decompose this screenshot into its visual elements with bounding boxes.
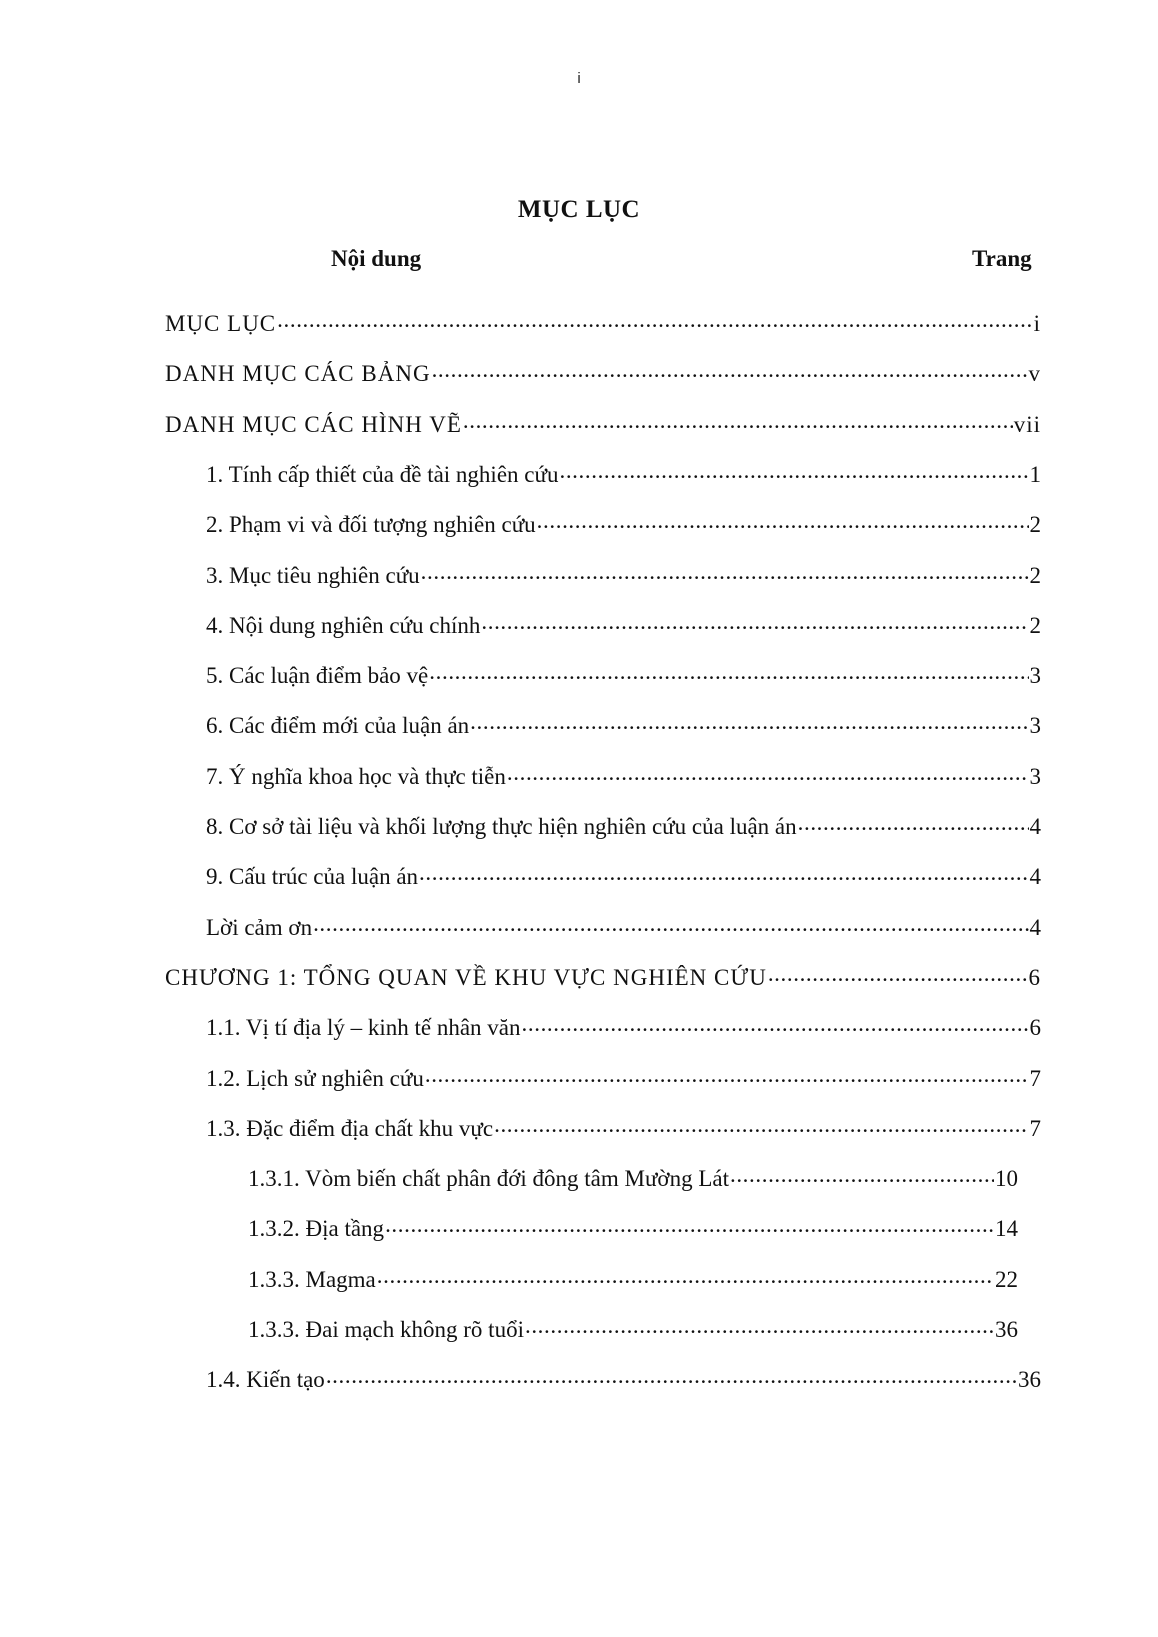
toc-entry-label: 4. Nội dung nghiên cứu chính (206, 613, 481, 638)
toc-entry[interactable] (248, 1210, 1018, 1242)
toc-entry-label: 8. Cơ sở tài liệu và khối lượng thực hiện nghiên cứu của luận án (206, 814, 797, 839)
toc-entry-page: 6 (1029, 1015, 1041, 1040)
toc-entry-page: 14 (995, 1216, 1018, 1241)
toc-entry-label: 2. Phạm vi và đối tượng nghiên cứu (206, 512, 536, 537)
dot-leader (559, 456, 1028, 482)
toc-entry[interactable] (206, 557, 1041, 589)
dot-leader (537, 506, 1029, 532)
dot-leader (326, 1361, 1017, 1387)
dot-leader (277, 305, 1032, 331)
toc-entry[interactable] (206, 1060, 1041, 1092)
toc-entry-page: 3 (1029, 764, 1041, 789)
toc-entry[interactable] (206, 758, 1041, 790)
toc-entry-page: 36 (1018, 1367, 1041, 1392)
dot-leader (494, 1110, 1028, 1136)
toc-entry-label: 1.3.3. Đai mạch không rõ tuổi (248, 1317, 524, 1342)
toc-entry-label: DANH MỤC CÁC HÌNH VẼ (165, 412, 462, 437)
dot-leader (798, 808, 1029, 834)
toc-entry-label: 1.3.3. Magma (248, 1267, 376, 1292)
dot-leader (385, 1210, 994, 1236)
page-column-header: Trang (972, 246, 1032, 271)
toc-entry-page: i (1033, 311, 1041, 336)
toc-entry[interactable] (206, 1009, 1041, 1041)
toc-entry-page: 4 (1029, 915, 1041, 940)
dot-leader (313, 909, 1028, 935)
toc-entry-label: CHƯƠNG 1: TỔNG QUAN VỀ KHU VỰC NGHIÊN CỨU (165, 965, 767, 990)
toc-entry-label: 9. Cấu trúc của luận án (206, 864, 419, 889)
toc-entry-label: 1.3.1. Vòm biến chất phân đới đông tâm Mường Lát (248, 1166, 729, 1191)
toc-entry[interactable] (206, 607, 1041, 639)
toc-entry[interactable] (206, 1361, 1041, 1393)
dot-leader (768, 959, 1028, 985)
toc-entry[interactable] (206, 456, 1041, 488)
toc-entry-label: 1.2. Lịch sử nghiên cứu (206, 1066, 424, 1091)
toc-entry-label: 5. Các luận điểm bảo vệ (206, 663, 429, 688)
dot-leader (522, 1009, 1029, 1035)
toc-entry-label: 1.1. Vị tí địa lý – kinh tế nhân văn (206, 1015, 521, 1040)
toc-entry[interactable] (206, 506, 1041, 538)
toc-entry-page: 4 (1029, 864, 1041, 889)
dot-leader (432, 355, 1028, 381)
toc-entry-page: 2 (1029, 613, 1041, 638)
toc-entry[interactable] (165, 305, 1041, 337)
content-column-header: Nội dung (331, 246, 422, 271)
dot-leader (421, 557, 1029, 583)
toc-entry-page: 4 (1029, 814, 1041, 839)
toc-entry-label: 3. Mục tiêu nghiên cứu (206, 563, 420, 588)
dot-leader (419, 858, 1028, 884)
dot-leader (463, 406, 1013, 432)
toc-entry[interactable] (206, 1110, 1041, 1142)
dot-leader (470, 707, 1028, 733)
toc-entry-page: 22 (995, 1267, 1018, 1292)
dot-leader (425, 1060, 1029, 1086)
toc-entry[interactable] (165, 959, 1041, 991)
page-title: MỤC LỤC (517, 196, 641, 223)
toc-entry-page: 1 (1029, 462, 1041, 487)
toc-entry-page: 2 (1029, 512, 1041, 537)
toc-entry[interactable] (206, 657, 1041, 689)
toc-entry[interactable] (165, 355, 1041, 387)
dot-leader (481, 607, 1028, 633)
toc-entry-label: MỤC LỤC (165, 311, 277, 336)
toc-entry-page: 10 (995, 1166, 1018, 1191)
toc-entry[interactable] (248, 1311, 1018, 1343)
dot-leader (377, 1261, 994, 1287)
toc-entry-page: 7 (1029, 1066, 1041, 1091)
dot-leader (525, 1311, 994, 1337)
dot-leader (507, 758, 1029, 784)
dot-leader (730, 1160, 994, 1186)
page-number: i (577, 70, 581, 87)
toc-entry-label: DANH MỤC CÁC BẢNG (165, 361, 431, 386)
toc-entry-page: v (1028, 361, 1041, 386)
toc-entry[interactable] (248, 1261, 1018, 1293)
toc-entry-label: 7. Ý nghĩa khoa học và thực tiễn (206, 764, 506, 789)
toc-entry-page: 3 (1029, 663, 1041, 688)
toc-entry-page: 36 (995, 1317, 1018, 1342)
toc-entry-page: vii (1013, 412, 1041, 437)
toc-entry-label: 1.3.2. Địa tầng (248, 1216, 385, 1241)
dot-leader (429, 657, 1028, 683)
toc-entry-page: 7 (1029, 1116, 1041, 1141)
toc-entry-label: 1. Tính cấp thiết của đề tài nghiên cứu (206, 462, 559, 487)
toc-entry-label: 6. Các điểm mới của luận án (206, 713, 470, 738)
toc-entry[interactable] (206, 909, 1041, 941)
toc-entry[interactable] (206, 808, 1041, 840)
toc-entry[interactable] (165, 406, 1041, 438)
toc-entry-page: 2 (1029, 563, 1041, 588)
toc-entry-label: 1.3. Đặc điểm địa chất khu vực (206, 1116, 494, 1141)
toc-entry[interactable] (206, 707, 1041, 739)
toc-entry-label: Lời cảm ơn (206, 915, 313, 940)
toc-entry-page: 3 (1029, 713, 1041, 738)
toc-entry[interactable] (206, 858, 1041, 890)
toc-entry-label: 1.4. Kiến tạo (206, 1367, 325, 1392)
toc-entry[interactable] (248, 1160, 1018, 1192)
toc-entry-page: 6 (1028, 965, 1041, 990)
